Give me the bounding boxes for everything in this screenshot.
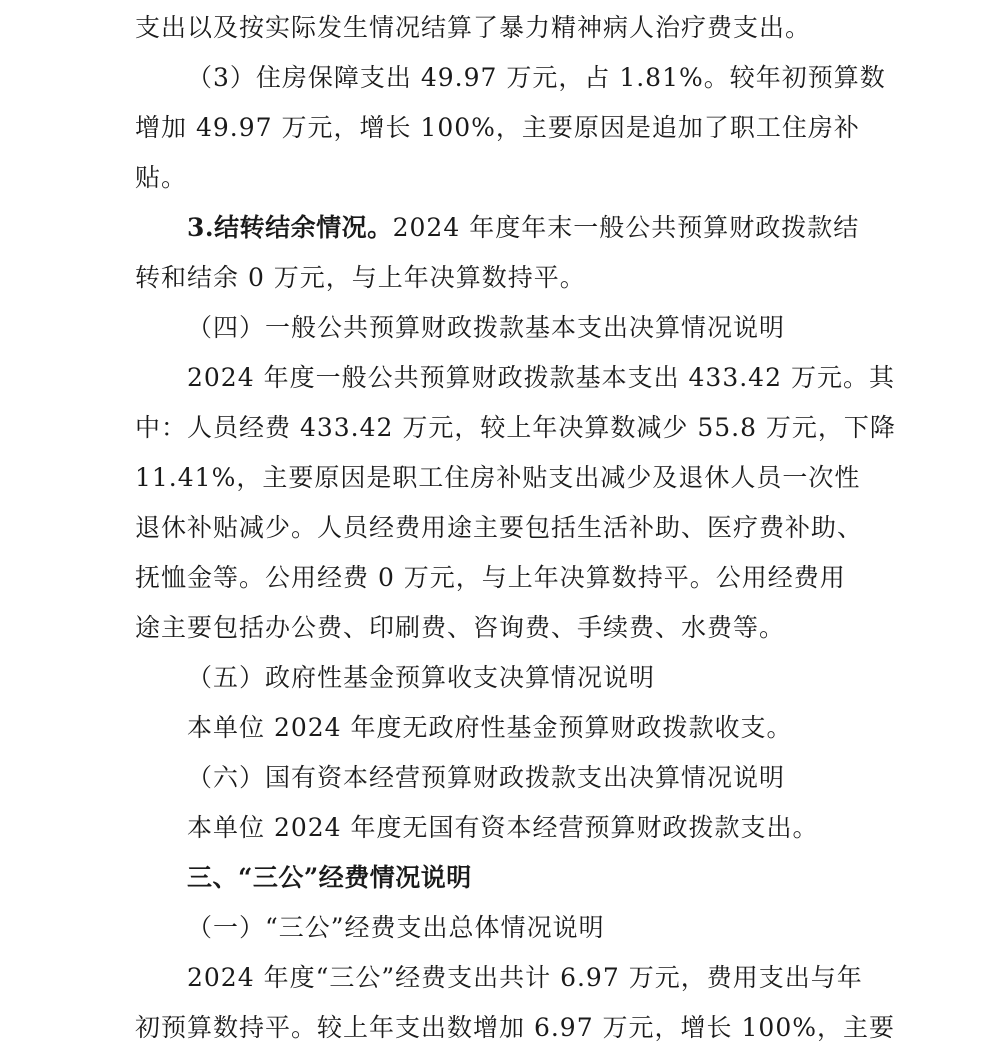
chapter-heading: 三、“三公”经费情况说明 <box>187 863 472 892</box>
subsection-line: （3）住房保障支出 49.97 万元，占 1.81%。较年初预算数 <box>187 63 886 92</box>
body-line: 中：人员经费 433.42 万元，较上年决算数减少 55.8 万元，下降 <box>135 413 896 442</box>
section-body-text: 2024 年度年末一般公共预算财政拨款结 <box>392 213 860 242</box>
body-line: 增加 49.97 万元，增长 100%，主要原因是追加了职工住房补 <box>135 113 860 142</box>
body-line: 2024 年度“三公”经费支出共计 6.97 万元，费用支出与年 <box>187 963 863 992</box>
body-line: 支出以及按实际发生情况结算了暴力精神病人治疗费支出。 <box>135 13 812 42</box>
subsection-heading: （四）一般公共预算财政拨款基本支出决算情况说明 <box>187 313 786 342</box>
body-line: 贴。 <box>135 163 188 192</box>
section-heading-line <box>187 208 859 248</box>
body-line: 抚恤金等。公用经费 0 万元，与上年决算数持平。公用经费用 <box>135 563 846 592</box>
body-line: 初预算数持平。较上年支出数增加 6.97 万元，增长 100%，主要 <box>135 1013 895 1042</box>
body-line: 退休补贴减少。人员经费用途主要包括生活补助、医疗费补助、 <box>135 513 864 542</box>
body-line: 途主要包括办公费、印刷费、咨询费、手续费、水费等。 <box>135 613 786 642</box>
body-line: 转和结余 0 万元，与上年决算数持平。 <box>135 263 586 292</box>
section-number: 3. <box>187 213 215 242</box>
subsection-heading: （六）国有资本经营预算财政拨款支出决算情况说明 <box>187 763 786 792</box>
subsection-heading: （一）“三公”经费支出总体情况说明 <box>187 913 605 942</box>
body-line: 本单位 2024 年度无国有资本经营预算财政拨款支出。 <box>187 813 819 842</box>
body-line: 本单位 2024 年度无政府性基金预算财政拨款收支。 <box>187 713 793 742</box>
body-line: 11.41%，主要原因是职工住房补贴支出减少及退休人员一次性 <box>135 463 861 492</box>
body-line: 2024 年度一般公共预算财政拨款基本支出 433.42 万元。其 <box>187 363 895 392</box>
section-heading-text: 结转结余情况。 <box>214 213 393 242</box>
subsection-heading: （五）政府性基金预算收支决算情况说明 <box>187 663 656 692</box>
